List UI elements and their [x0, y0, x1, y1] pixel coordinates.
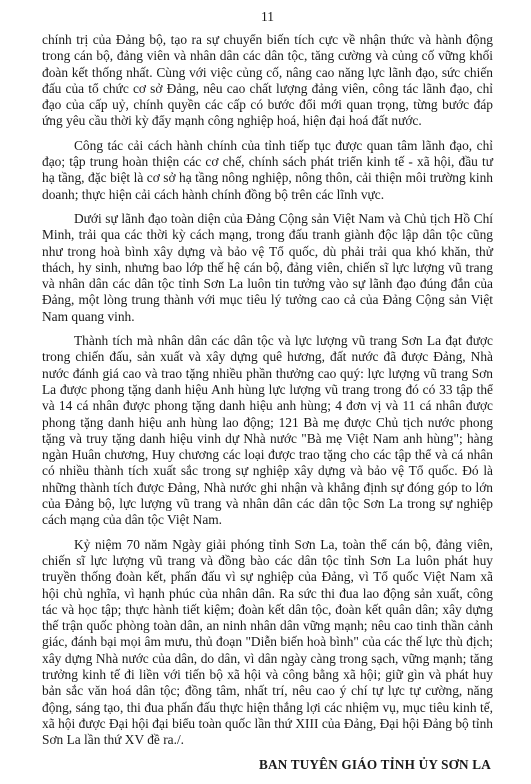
paragraph-achievements: Thành tích mà nhân dân các dân tộc và lực lượng vũ trang Sơn La đạt được trong chiến đấu, sản xuất và xây dựng quê hương, đất nước đã được Đảng, Nhà nước đánh giá cao và trao tặng nhiều phần thưởng cao quý: lực lượng vũ trang Sơn La được phong tặng danh hiệu Anh hùng lực lượng vũ trang trong đó có 33 tập thể và 14 cá nhân được phong tặng danh hiệu anh hùng; 4 đơn vị và 11 cá nhân được phong tặng danh hiệu anh hùng lao động; 121 Bà mẹ được Chủ tịch nước phong tặng và truy tặng danh hiệu vinh dự Nhà nước "Bà mẹ Việt Nam anh hùng"; hàng ngàn Huân chương, Huy chương các loại được trao tặng cho các tập thể và cá nhân có nhiều thành tích xuất sắc trong sự nghiệp xây dựng và bảo vệ Tổ quốc. Đó là những thành tích được Đảng, Nhà nước ghi nhận và khẳng định sự đóng góp to lớn của Đảng bộ, lực lượng vũ trang và nhân dân các dân tộc Sơn La trong sự nghiệp cách mạng của dân tộc Việt Nam.	[42, 333, 493, 528]
signature: BAN TUYÊN GIÁO TỈNH ỦY SƠN LA	[259, 757, 491, 773]
paragraph-party-building: chính trị của Đảng bộ, tạo ra sự chuyển biến tích cực về nhận thức và hành động trong cán bộ, đảng viên và nhân dân các dân tộc, tăng cường và củng cố vững khối đoàn kết thống nhất. Cùng với việc củng cố, nâng cao năng lực lãnh đạo, sức chiến đấu của tổ chức cơ sở Đảng, nêu cao chất lượng đảng viên, công tác lãnh đạo, chỉ đạo của cấp uỷ, chính quyền các cấp có bước đổi mới quan trọng, từng bước đáp ứng yêu cầu thời kỳ đẩy mạnh công nghiệp hoá, hiện đại hoá đất nước.	[42, 32, 493, 129]
paragraph-anniversary: Kỷ niệm 70 năm Ngày giải phóng tỉnh Sơn La, toàn thể cán bộ, đảng viên, chiến sĩ lực lượng vũ trang và đồng bào các dân tộc tỉnh Sơn La luôn phát huy truyền thống đoàn kết, phấn đấu vì sự nghiệp của Đảng, vì Tổ quốc Việt Nam xã hội chủ nghĩa, vì hạnh phúc của nhân dân. Ra sức thi đua lao động sản xuất, công tác và học tập; thực hành tiết kiệm; đoàn kết dân tộc, đoàn kết quân dân; xây dựng thế trận quốc phòng toàn dân, an ninh nhân dân vững mạnh; nêu cao tinh thần cảnh giác, đánh bại mọi âm mưu, thủ đoạn "Diễn biến hoà bình" của các thế lực thù địch; xây dựng Nhà nước của dân, do dân, vì dân ngày càng trong sạch, vững mạnh; tăng trưởng kinh tế đi liền với tiến bộ xã hội và công bằng xã hội; giữ gìn và phát huy bản sắc văn hoá dân tộc; đồng tâm, nhất trí, nêu cao ý chí tự lực tự cường, năng động, sáng tạo, thi đua phấn đấu thực hiện thắng lợi các nhiệm vụ, mục tiêu kinh tế, xã hội được Đại hội đại biểu toàn quốc lần thứ XIII của Đảng, Đại hội Đảng bộ tỉnh Sơn La lần thứ XV đề ra./.	[42, 536, 493, 748]
paragraph-party-leadership: Dưới sự lãnh đạo toàn diện của Đảng Cộng sản Việt Nam và Chủ tịch Hồ Chí Minh, trải qua các thời kỳ cách mạng, trong đấu tranh giành độc lập dân tộc cũng như trong hoà bình xây dựng và bảo vệ Tổ quốc, dù phải trải qua khó khăn, thử thách, hy sinh, nhưng bao lớp thế hệ cán bộ, đảng viên, chiến sĩ lực lượng vũ trang và nhân dân các dân tộc tỉnh Sơn La luôn tin tưởng vào sự lãnh đạo đúng đắn của Đảng, một lòng trung thành với mục tiêu lý tưởng cao cả của Đảng Cộng sản Việt Nam quang vinh.	[42, 210, 493, 324]
paragraph-administrative-reform: Công tác cải cách hành chính của tỉnh tiếp tục được quan tâm lãnh đạo, chỉ đạo; tập trung hoàn thiện các cơ chế, chính sách phát triển kinh tế - xã hội, đầu tư hạ tầng, đặc biệt là cơ sở hạ tầng nông nghiệp, nông thôn, cải thiện môi trường kinh doanh; thực hiện cải cách hành chính đồng bộ trên các lĩnh vực.	[42, 137, 493, 202]
page-number: 11	[261, 9, 274, 24]
